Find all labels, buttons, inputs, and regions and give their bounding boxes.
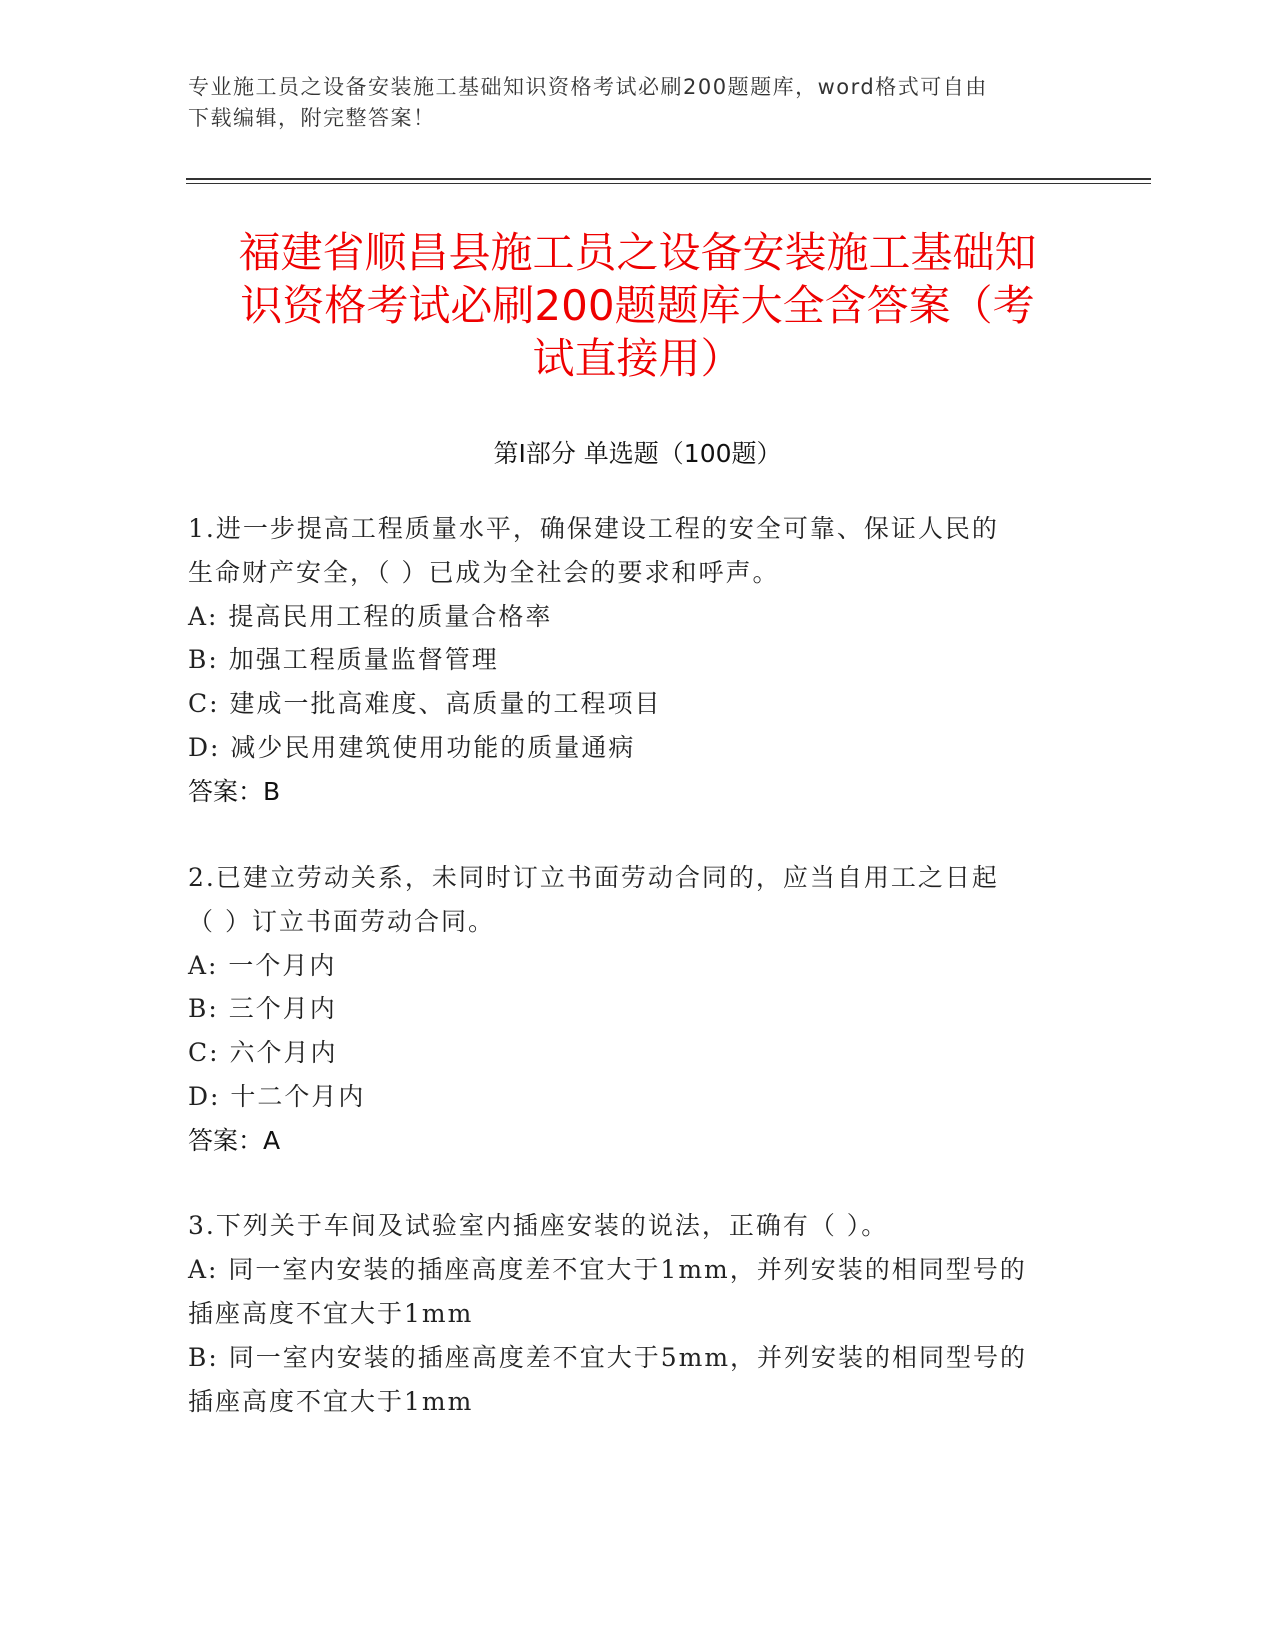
- question-3-option-a-line-2: 插座高度不宜大于1mm: [188, 1299, 474, 1328]
- section-heading: 第Ⅰ部分 单选题（100题）: [493, 439, 782, 468]
- question-1-option-b: B: 加强工程质量监督管理: [188, 645, 499, 674]
- question-2-option-b: B: 三个月内: [188, 994, 337, 1023]
- question-1-stem-line-2: 生命财产安全，（ ）已成为全社会的要求和呼声。: [188, 558, 780, 587]
- question-2-option-d: D: 十二个月内: [188, 1082, 366, 1111]
- question-1-option-d: D: 减少民用建筑使用功能的质量通病: [188, 733, 636, 762]
- header-note-line-2: 下载编辑，附完整答案！: [188, 106, 436, 130]
- question-2-stem-line-2: （ ）订立书面劳动合同。: [188, 907, 495, 936]
- question-1-option-a: A: 提高民用工程的质量合格率: [188, 602, 553, 631]
- question-2-stem-line-1: 2.已建立劳动关系，未同时订立书面劳动合同的，应当自用工之日起: [188, 863, 999, 892]
- document-title-line-2: 识资格考试必刷200题题库大全含答案（考: [240, 281, 1035, 330]
- question-3-stem: 3.下列关于车间及试验室内插座安装的说法，正确有（ ）。: [188, 1211, 889, 1240]
- document-title-line-3: 试直接用）: [532, 334, 743, 383]
- question-1-stem-line-1: 1.进一步提高工程质量水平，确保建设工程的安全可靠、保证人民的: [188, 514, 999, 543]
- question-2-option-a: A: 一个月内: [188, 951, 337, 980]
- question-3-option-b-line-1: B: 同一室内安装的插座高度差不宜大于5mm，并列安装的相同型号的: [188, 1343, 1028, 1372]
- question-3-option-a-line-1: A: 同一室内安装的插座高度差不宜大于1mm，并列安装的相同型号的: [188, 1255, 1027, 1284]
- question-1-answer: 答案：B: [188, 777, 281, 806]
- question-3-option-b-line-2: 插座高度不宜大于1mm: [188, 1387, 474, 1416]
- header-divider-thick: [186, 178, 1151, 180]
- header-note: [188, 72, 1068, 134]
- header-note-line-1: 专业施工员之设备安装施工基础知识资格考试必刷200题题库，word格式可自由: [188, 75, 988, 99]
- header-divider-thin: [186, 183, 1151, 184]
- question-2-option-c: C: 六个月内: [188, 1038, 338, 1067]
- document-title-line-1: 福建省顺昌县施工员之设备安装施工基础知: [238, 228, 1037, 277]
- question-2-answer: 答案：A: [188, 1126, 281, 1155]
- document-title: [190, 226, 1085, 385]
- question-1-option-c: C: 建成一批高难度、高质量的工程项目: [188, 689, 662, 718]
